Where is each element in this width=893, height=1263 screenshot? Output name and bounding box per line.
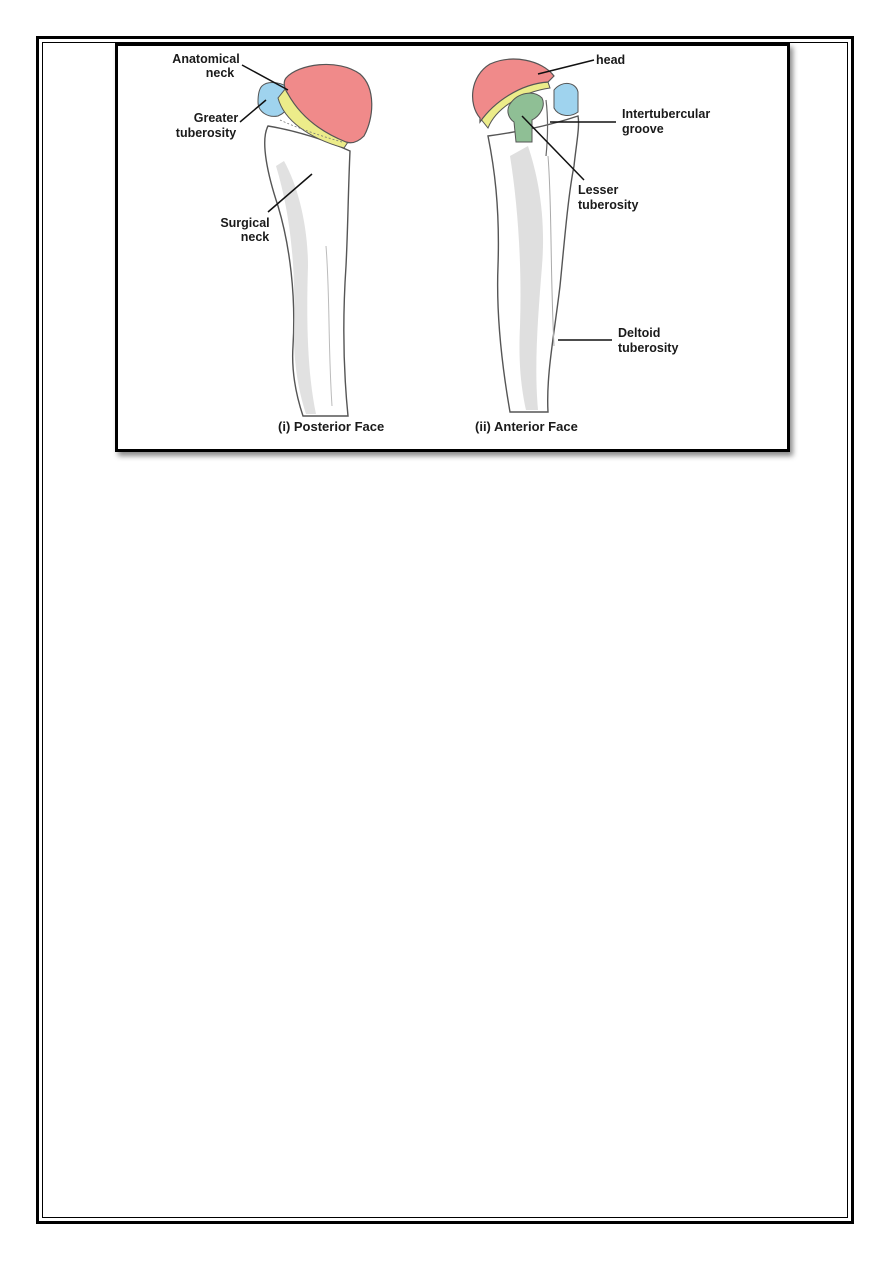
head-label: head xyxy=(596,53,626,67)
anterior-greater-tuberosity xyxy=(554,83,578,115)
surgical-neck-line1: Surgical xyxy=(220,216,270,230)
anterior-humerus xyxy=(473,59,579,412)
intertubercular-groove-line1: Intertubercular xyxy=(622,107,711,121)
intertubercular-groove-line2: groove xyxy=(622,122,664,136)
label-deltoid-tuberosity xyxy=(558,326,678,355)
posterior-humerus xyxy=(258,64,372,416)
label-greater-tuberosity xyxy=(176,100,266,140)
surgical-neck-line2: neck xyxy=(240,230,270,244)
anatomical-neck-line2: neck xyxy=(205,66,235,80)
lesser-tuberosity-line1: Lesser xyxy=(578,183,619,197)
caption-posterior: (i) Posterior Face xyxy=(278,419,385,434)
lesser-tuberosity-line2: tuberosity xyxy=(578,198,639,212)
greater-tuberosity-line2: tuberosity xyxy=(175,126,237,140)
deltoid-tuberosity-line2: tuberosity xyxy=(618,341,679,355)
humerus-diagram xyxy=(118,46,787,449)
greater-tuberosity-line1: Greater xyxy=(193,111,239,125)
anatomical-neck-line1: Anatomical xyxy=(172,52,240,66)
humerus-figure xyxy=(115,43,790,452)
deltoid-tuberosity-line1: Deltoid xyxy=(618,326,661,340)
posterior-head xyxy=(284,64,372,142)
label-head xyxy=(538,53,625,74)
caption-anterior: (ii) Anterior Face xyxy=(475,419,578,434)
